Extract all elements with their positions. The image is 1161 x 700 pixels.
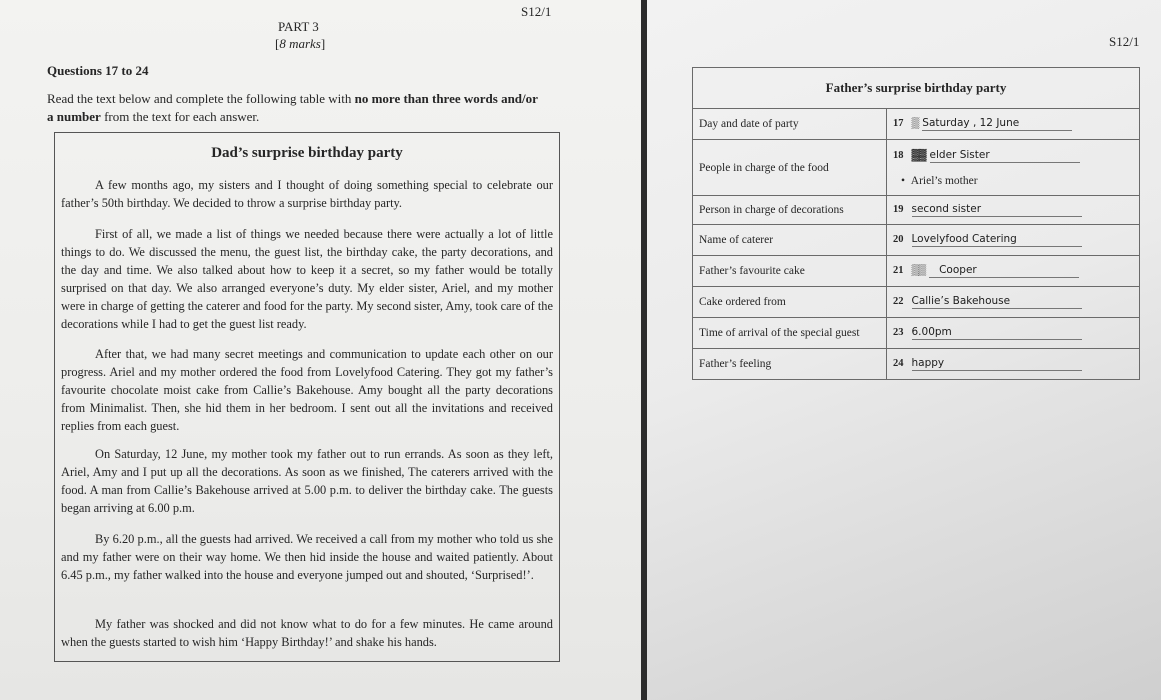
table-row [693, 196, 1140, 225]
question-number: 24 [893, 358, 904, 369]
answer-cell [887, 318, 1140, 349]
handwritten-answer: happy [912, 357, 1082, 371]
page-code-right: S12/1 [1109, 34, 1140, 49]
answer-cell [887, 225, 1140, 256]
table-row [693, 225, 1140, 256]
handwritten-answer: Cooper [929, 264, 1079, 278]
answer-cell [887, 196, 1140, 225]
row-label: Person in charge of decorations [693, 196, 887, 225]
crossed-out-mark: ▓▓ [911, 148, 926, 161]
instructions: Read the text below and complete the following table with no more than three words and/or a number from the text for each answer. [47, 91, 538, 124]
row-label: Time of arrival of the special guest [693, 318, 887, 349]
paragraph-6: My father was shocked and did not know what to do for a few minutes. He came around when the guests started to wish him ‘Happy Birthday!’ and shake his hands. [61, 617, 553, 649]
question-number: 18 [893, 149, 904, 161]
answer-cell [887, 256, 1140, 287]
table-title: Father’s surprise birthday party [693, 68, 1140, 109]
paragraph-5: By 6.20 p.m., all the guests had arrived. We received a call from my mother who told us she and my father were on their way home. We then hid inside the house and waited patiently. About 6.45 p.m., my father walked into the house and everyone jumped out and shouted, ‘Surprised!’. [61, 532, 553, 582]
row-label: Day and date of party [693, 109, 887, 140]
handwritten-answer: 6.00pm [912, 326, 1082, 340]
answer-cell [887, 287, 1140, 318]
table-row [693, 349, 1140, 380]
question-number: 22 [893, 296, 904, 307]
row-label: Name of caterer [693, 225, 887, 256]
crossed-out-mark: ▒ [911, 117, 919, 129]
page-code: S12/1 [521, 4, 552, 19]
crossed-out-mark: ▒▒ [911, 264, 926, 276]
table-row [693, 109, 1140, 140]
part-heading: PART 3 [278, 19, 319, 34]
handwritten-answer: Callie’s Bakehouse [912, 295, 1082, 309]
bullet-icon: • [901, 174, 906, 187]
handwritten-answer: Saturday , 12 June [922, 117, 1072, 131]
question-number: 20 [893, 234, 904, 245]
row-label: Father’s favourite cake [693, 256, 887, 287]
passage-title: Dad’s surprise birthday party [211, 145, 403, 161]
question-number: 21 [893, 265, 904, 276]
row-label: People in charge of the food [693, 140, 887, 196]
passage-box [54, 132, 560, 662]
table-row [693, 256, 1140, 287]
question-number: 17 [893, 118, 904, 129]
handwritten-answer: Lovelyfood Catering [912, 233, 1082, 247]
handwritten-answer: second sister [912, 203, 1082, 217]
marks-label: [8 marks] [275, 36, 326, 51]
table-row [693, 287, 1140, 318]
table-header-row [693, 68, 1140, 109]
answer-cell [887, 349, 1140, 380]
table-row [693, 140, 1140, 196]
paragraph-1: A few months ago, my sisters and I thought of doing something special to celebrate our father’s 50th birthday. We decided to throw a surprise birthday party. [61, 178, 553, 210]
paragraph-2: First of all, we made a list of things we needed because there were actually a lot of little things to do. We discussed the menu, the guest list, the birthday cake, the party decorations, and the day and time. We also talked about how to keep it a secret, so my father would be totally surprised on that day. We also arranged everyone’s duty. My elder sister, Ariel, and my mother were in charge of getting the caterer and food for the party. My second sister, Amy, took care of the decorations while I had to get the guest list ready. [61, 227, 553, 331]
paragraph-4: On Saturday, 12 June, my mother took my father out to run errands. As soon as they left, Ariel, Amy and I put up all the decorations. As soon as we finished, The caterers arrived with the food. A man from Callie’s Bakehouse arrived at 5.00 p.m. to deliver the birthday cake. The guests began arriving at 6.00 p.m. [61, 447, 553, 515]
handwritten-answer: elder Sister [930, 149, 1080, 163]
row-label: Cake ordered from [693, 287, 887, 318]
printed-answer: Ariel’s mother [910, 174, 978, 187]
question-number: 23 [893, 327, 904, 338]
row-label: Father’s feeling [693, 349, 887, 380]
answer-cell [887, 140, 1140, 196]
paragraph-3: After that, we had many secret meetings and communication to update each other on our progress. Ariel and my mother ordered the food from Lovelyfood Catering. They got my father’s favourite chocolate moist cake from Callie’s Bakehouse. Amy bought all the party decorations from Minimalist. Then, she hid them in her bedroom. I sent out all the invitations and received replies from each guest. [61, 347, 553, 433]
table-row [693, 318, 1140, 349]
answer-cell [887, 109, 1140, 140]
answer-table [692, 67, 1140, 380]
questions-heading: Questions 17 to 24 [47, 63, 149, 78]
question-number: 19 [893, 204, 904, 215]
